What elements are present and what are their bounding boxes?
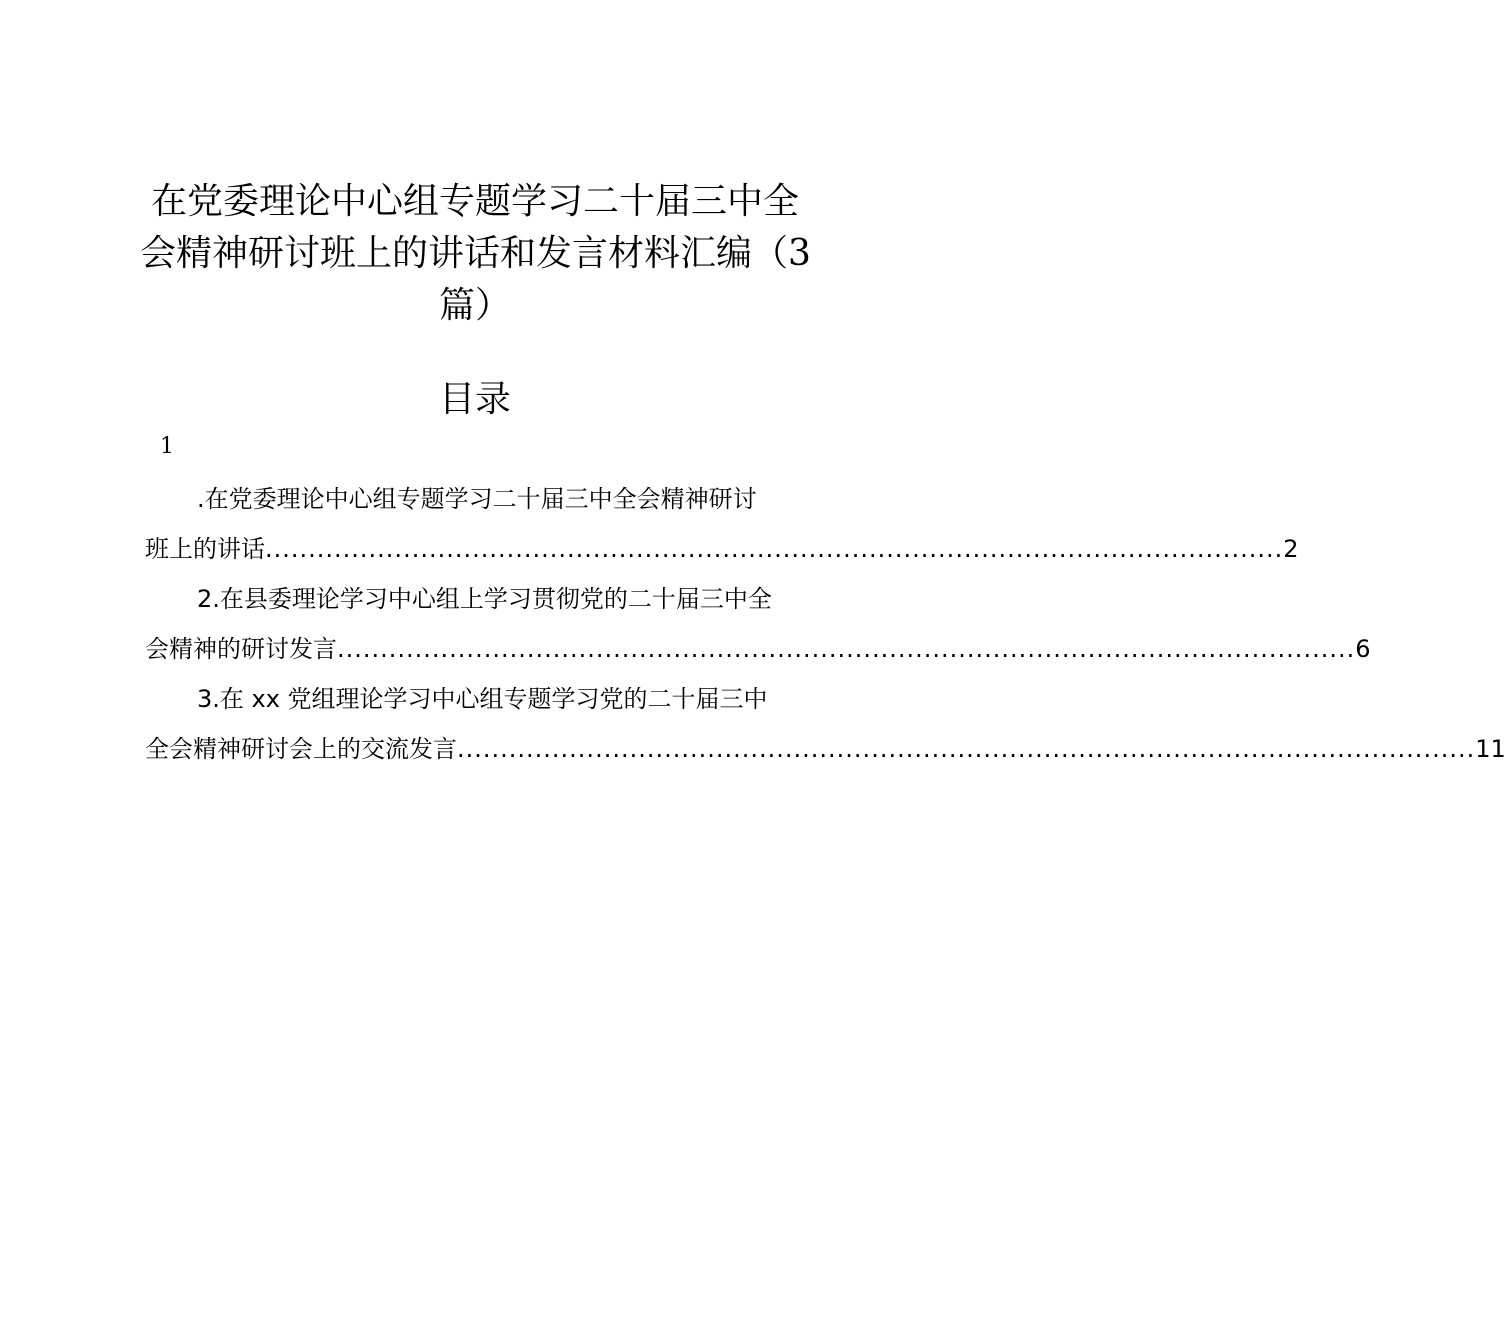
toc-leader-dots: ......................................................................................................................: [337, 635, 1356, 663]
toc-entry-1-line-2[interactable]: [145, 532, 1299, 566]
toc-entry-2-page: 6: [1355, 635, 1371, 663]
toc-entry-1-page: 2: [1283, 535, 1299, 563]
toc-heading: 目录: [438, 379, 511, 420]
toc-entry-3-line-1[interactable]: 3.在 xx 党组理论学习中心组专题学习党的二十届三中: [197, 685, 768, 713]
title-line-2-text: 会精神研讨班上的讲话和发言材料汇编（: [140, 233, 789, 274]
toc-leader-dots: ......................................................................................................................: [265, 535, 1284, 563]
toc-entry-2-line-2[interactable]: [145, 632, 1371, 666]
toc-entry-3-text: 全会精神研讨会上的交流发言: [145, 735, 457, 763]
title-line-3: 篇）: [438, 285, 511, 326]
stray-page-number: 1: [160, 434, 174, 459]
title-line-2: [140, 228, 810, 280]
document-title: [140, 176, 810, 332]
toc-leader-dots: ......................................................................................................................: [457, 735, 1476, 763]
toc-entry-2-line-1[interactable]: 2.在县委理论学习中心组上学习贯彻党的二十届三中全: [197, 585, 772, 613]
toc-entry-1-text: 班上的讲话: [145, 535, 265, 563]
toc-entry-1-line-1[interactable]: .在党委理论中心组专题学习二十届三中全会精神研讨: [197, 485, 757, 513]
toc-entry-3-line-2[interactable]: [145, 732, 1506, 766]
toc-entry-3-page: 11: [1475, 735, 1506, 763]
toc-entry-2-text: 会精神的研讨发言: [145, 635, 337, 663]
title-line-1: 在党委理论中心组专题学习二十届三中全: [150, 181, 799, 222]
title-count: 3: [788, 233, 811, 274]
